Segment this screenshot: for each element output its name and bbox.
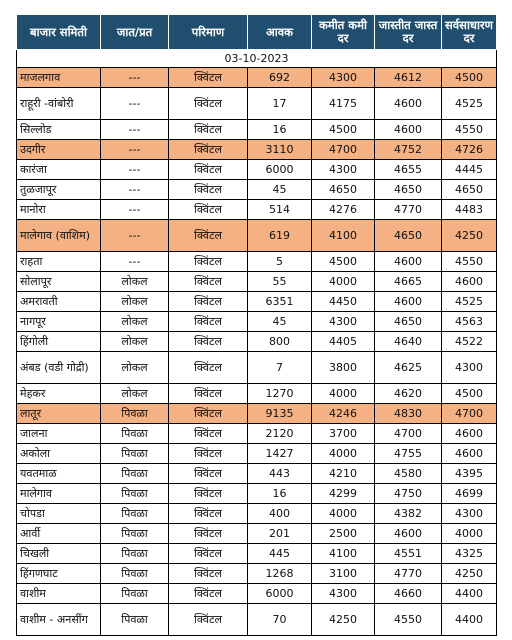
max-rate-cell: 4660 <box>375 584 442 604</box>
variety-cell: लोकल <box>101 292 169 312</box>
variety-cell: लोकल <box>101 384 169 404</box>
date-row <box>17 50 497 68</box>
arrival-cell: 7 <box>248 352 312 384</box>
variety-cell: पिवळा <box>101 524 169 544</box>
unit-cell: क्विंटल <box>169 292 248 312</box>
table-row <box>17 120 497 140</box>
min-rate-cell: 4276 <box>312 200 375 220</box>
min-rate-cell: 4500 <box>312 252 375 272</box>
max-rate-cell: 4752 <box>375 140 442 160</box>
arrival-cell: 55 <box>248 272 312 292</box>
table-row <box>17 444 497 464</box>
market-cell: तुळजापूर <box>17 180 101 200</box>
min-rate-cell: 4210 <box>312 464 375 484</box>
min-rate-cell: 4300 <box>312 584 375 604</box>
unit-cell: क्विंटल <box>169 272 248 292</box>
max-rate-cell: 4551 <box>375 544 442 564</box>
market-cell: मानोरा <box>17 200 101 220</box>
min-rate-cell: 4500 <box>312 120 375 140</box>
variety-cell: पिवळा <box>101 404 169 424</box>
table-row <box>17 160 497 180</box>
arrival-cell: 45 <box>248 180 312 200</box>
min-rate-cell: 2500 <box>312 524 375 544</box>
unit-cell: क्विंटल <box>169 504 248 524</box>
header-arrival: आवक <box>248 15 312 50</box>
max-rate-cell: 4600 <box>375 524 442 544</box>
modal-rate-cell: 4500 <box>442 68 497 88</box>
min-rate-cell: 4000 <box>312 504 375 524</box>
arrival-cell: 3110 <box>248 140 312 160</box>
market-cell: उदगीर <box>17 140 101 160</box>
min-rate-cell: 4100 <box>312 544 375 564</box>
max-rate-cell: 4600 <box>375 292 442 312</box>
variety-cell: --- <box>101 68 169 88</box>
max-rate-cell: 4550 <box>375 604 442 636</box>
market-cell: हिंगणघाट <box>17 564 101 584</box>
min-rate-cell: 4650 <box>312 180 375 200</box>
modal-rate-cell: 4250 <box>442 564 497 584</box>
table-row <box>17 464 497 484</box>
max-rate-cell: 4650 <box>375 312 442 332</box>
variety-cell: --- <box>101 88 169 120</box>
header-unit: परिमाण <box>169 15 248 50</box>
min-rate-cell: 4300 <box>312 312 375 332</box>
market-cell: हिंगोली <box>17 332 101 352</box>
modal-rate-cell: 4395 <box>442 464 497 484</box>
arrival-cell: 70 <box>248 604 312 636</box>
min-rate-cell: 4246 <box>312 404 375 424</box>
unit-cell: क्विंटल <box>169 524 248 544</box>
modal-rate-cell: 4250 <box>442 220 497 252</box>
unit-cell: क्विंटल <box>169 160 248 180</box>
market-cell: सोलापूर <box>17 272 101 292</box>
modal-rate-cell: 4300 <box>442 504 497 524</box>
max-rate-cell: 4382 <box>375 504 442 524</box>
arrival-cell: 6000 <box>248 584 312 604</box>
market-cell: नागपूर <box>17 312 101 332</box>
max-rate-cell: 4700 <box>375 424 442 444</box>
min-rate-cell: 4000 <box>312 384 375 404</box>
market-cell: वाशीम <box>17 584 101 604</box>
modal-rate-cell: 4699 <box>442 484 497 504</box>
table-row <box>17 524 497 544</box>
table-row <box>17 484 497 504</box>
variety-cell: पिवळा <box>101 544 169 564</box>
max-rate-cell: 4625 <box>375 352 442 384</box>
max-rate-cell: 4600 <box>375 252 442 272</box>
modal-rate-cell: 4483 <box>442 200 497 220</box>
market-cell: चोपडा <box>17 504 101 524</box>
unit-cell: क्विंटल <box>169 424 248 444</box>
min-rate-cell: 4250 <box>312 604 375 636</box>
table-row <box>17 352 497 384</box>
modal-rate-cell: 4600 <box>442 444 497 464</box>
unit-cell: क्विंटल <box>169 140 248 160</box>
market-cell: वाशीम - अनसींग <box>17 604 101 636</box>
modal-rate-cell: 4300 <box>442 352 497 384</box>
modal-rate-cell: 4525 <box>442 88 497 120</box>
min-rate-cell: 4450 <box>312 292 375 312</box>
header-variety: जात/प्रत <box>101 15 169 50</box>
market-cell: अमरावती <box>17 292 101 312</box>
modal-rate-cell: 4550 <box>442 252 497 272</box>
header-market: बाजार समिती <box>17 15 101 50</box>
unit-cell: क्विंटल <box>169 68 248 88</box>
modal-rate-cell: 4325 <box>442 544 497 564</box>
table-row <box>17 180 497 200</box>
modal-rate-cell: 4500 <box>442 384 497 404</box>
modal-rate-cell: 4650 <box>442 180 497 200</box>
header-min-rate: कमीत कमी दर <box>312 15 375 50</box>
variety-cell: पिवळा <box>101 424 169 444</box>
unit-cell: क्विंटल <box>169 484 248 504</box>
unit-cell: क्विंटल <box>169 384 248 404</box>
table-row <box>17 68 497 88</box>
unit-cell: क्विंटल <box>169 544 248 564</box>
price-table-container <box>16 14 496 636</box>
min-rate-cell: 4175 <box>312 88 375 120</box>
unit-cell: क्विंटल <box>169 312 248 332</box>
arrival-cell: 800 <box>248 332 312 352</box>
market-cell: आर्वी <box>17 524 101 544</box>
modal-rate-cell: 4600 <box>442 272 497 292</box>
unit-cell: क्विंटल <box>169 252 248 272</box>
modal-rate-cell: 4550 <box>442 120 497 140</box>
max-rate-cell: 4770 <box>375 200 442 220</box>
max-rate-cell: 4755 <box>375 444 442 464</box>
max-rate-cell: 4650 <box>375 220 442 252</box>
unit-cell: क्विंटल <box>169 404 248 424</box>
table-row <box>17 544 497 564</box>
table-row <box>17 564 497 584</box>
modal-rate-cell: 4563 <box>442 312 497 332</box>
market-cell: अकोला <box>17 444 101 464</box>
variety-cell: पिवळा <box>101 504 169 524</box>
market-cell: लातूर <box>17 404 101 424</box>
variety-cell: पिवळा <box>101 464 169 484</box>
table-row <box>17 140 497 160</box>
table-row <box>17 220 497 252</box>
max-rate-cell: 4620 <box>375 384 442 404</box>
arrival-cell: 9135 <box>248 404 312 424</box>
unit-cell: क्विंटल <box>169 88 248 120</box>
table-row <box>17 504 497 524</box>
variety-cell: --- <box>101 140 169 160</box>
table-row <box>17 604 497 636</box>
min-rate-cell: 4000 <box>312 272 375 292</box>
table-row <box>17 88 497 120</box>
max-rate-cell: 4665 <box>375 272 442 292</box>
arrival-cell: 16 <box>248 484 312 504</box>
header-modal-rate: सर्वसाधारण दर <box>442 15 497 50</box>
modal-rate-cell: 4700 <box>442 404 497 424</box>
max-rate-cell: 4580 <box>375 464 442 484</box>
modal-rate-cell: 4400 <box>442 604 497 636</box>
variety-cell: --- <box>101 120 169 140</box>
min-rate-cell: 4700 <box>312 140 375 160</box>
market-cell: यवतमाळ <box>17 464 101 484</box>
min-rate-cell: 3800 <box>312 352 375 384</box>
min-rate-cell: 4405 <box>312 332 375 352</box>
arrival-cell: 514 <box>248 200 312 220</box>
arrival-cell: 17 <box>248 88 312 120</box>
variety-cell: पिवळा <box>101 604 169 636</box>
table-row <box>17 584 497 604</box>
unit-cell: क्विंटल <box>169 200 248 220</box>
market-cell: कारंजा <box>17 160 101 180</box>
table-row <box>17 252 497 272</box>
min-rate-cell: 4100 <box>312 220 375 252</box>
modal-rate-cell: 4525 <box>442 292 497 312</box>
table-row <box>17 384 497 404</box>
max-rate-cell: 4640 <box>375 332 442 352</box>
unit-cell: क्विंटल <box>169 584 248 604</box>
min-rate-cell: 4000 <box>312 444 375 464</box>
modal-rate-cell: 4522 <box>442 332 497 352</box>
unit-cell: क्विंटल <box>169 120 248 140</box>
arrival-cell: 5 <box>248 252 312 272</box>
table-row <box>17 312 497 332</box>
variety-cell: पिवळा <box>101 564 169 584</box>
market-cell: राहता <box>17 252 101 272</box>
variety-cell: लोकल <box>101 272 169 292</box>
variety-cell: पिवळा <box>101 444 169 464</box>
market-cell: अंबड (वडी गोद्री) <box>17 352 101 384</box>
modal-rate-cell: 4000 <box>442 524 497 544</box>
header-row <box>17 15 497 50</box>
arrival-cell: 45 <box>248 312 312 332</box>
arrival-cell: 16 <box>248 120 312 140</box>
table-row <box>17 272 497 292</box>
arrival-cell: 6351 <box>248 292 312 312</box>
arrival-cell: 1427 <box>248 444 312 464</box>
modal-rate-cell: 4600 <box>442 424 497 444</box>
table-row <box>17 200 497 220</box>
market-price-table <box>16 14 497 636</box>
variety-cell: पिवळा <box>101 484 169 504</box>
arrival-cell: 2120 <box>248 424 312 444</box>
variety-cell: --- <box>101 160 169 180</box>
unit-cell: क्विंटल <box>169 220 248 252</box>
unit-cell: क्विंटल <box>169 180 248 200</box>
max-rate-cell: 4600 <box>375 88 442 120</box>
variety-cell: --- <box>101 180 169 200</box>
variety-cell: पिवळा <box>101 584 169 604</box>
unit-cell: क्विंटल <box>169 444 248 464</box>
unit-cell: क्विंटल <box>169 332 248 352</box>
market-cell: चिखली <box>17 544 101 564</box>
market-cell: राहूरी -वांबोरी <box>17 88 101 120</box>
min-rate-cell: 3100 <box>312 564 375 584</box>
market-cell: माजलगाव <box>17 68 101 88</box>
max-rate-cell: 4655 <box>375 160 442 180</box>
max-rate-cell: 4830 <box>375 404 442 424</box>
max-rate-cell: 4750 <box>375 484 442 504</box>
market-cell: सिल्लोड <box>17 120 101 140</box>
variety-cell: --- <box>101 220 169 252</box>
arrival-cell: 619 <box>248 220 312 252</box>
table-row <box>17 404 497 424</box>
arrival-cell: 443 <box>248 464 312 484</box>
modal-rate-cell: 4400 <box>442 584 497 604</box>
header-max-rate: जास्तीत जास्त दर <box>375 15 442 50</box>
date-cell: 03-10-2023 <box>17 50 497 68</box>
arrival-cell: 201 <box>248 524 312 544</box>
min-rate-cell: 4299 <box>312 484 375 504</box>
variety-cell: लोकल <box>101 352 169 384</box>
max-rate-cell: 4650 <box>375 180 442 200</box>
unit-cell: क्विंटल <box>169 464 248 484</box>
arrival-cell: 6000 <box>248 160 312 180</box>
market-cell: मालेगाव (वाशिम) <box>17 220 101 252</box>
min-rate-cell: 4300 <box>312 68 375 88</box>
market-cell: मेहकर <box>17 384 101 404</box>
market-cell: मालेगाव <box>17 484 101 504</box>
table-row <box>17 332 497 352</box>
variety-cell: लोकल <box>101 332 169 352</box>
variety-cell: --- <box>101 252 169 272</box>
min-rate-cell: 4300 <box>312 160 375 180</box>
market-cell: जालना <box>17 424 101 444</box>
variety-cell: लोकल <box>101 312 169 332</box>
unit-cell: क्विंटल <box>169 604 248 636</box>
max-rate-cell: 4770 <box>375 564 442 584</box>
table-row <box>17 292 497 312</box>
table-row <box>17 424 497 444</box>
variety-cell: --- <box>101 200 169 220</box>
arrival-cell: 445 <box>248 544 312 564</box>
min-rate-cell: 3700 <box>312 424 375 444</box>
max-rate-cell: 4612 <box>375 68 442 88</box>
modal-rate-cell: 4445 <box>442 160 497 180</box>
max-rate-cell: 4600 <box>375 120 442 140</box>
unit-cell: क्विंटल <box>169 352 248 384</box>
unit-cell: क्विंटल <box>169 564 248 584</box>
arrival-cell: 692 <box>248 68 312 88</box>
modal-rate-cell: 4726 <box>442 140 497 160</box>
arrival-cell: 400 <box>248 504 312 524</box>
arrival-cell: 1270 <box>248 384 312 404</box>
arrival-cell: 1268 <box>248 564 312 584</box>
